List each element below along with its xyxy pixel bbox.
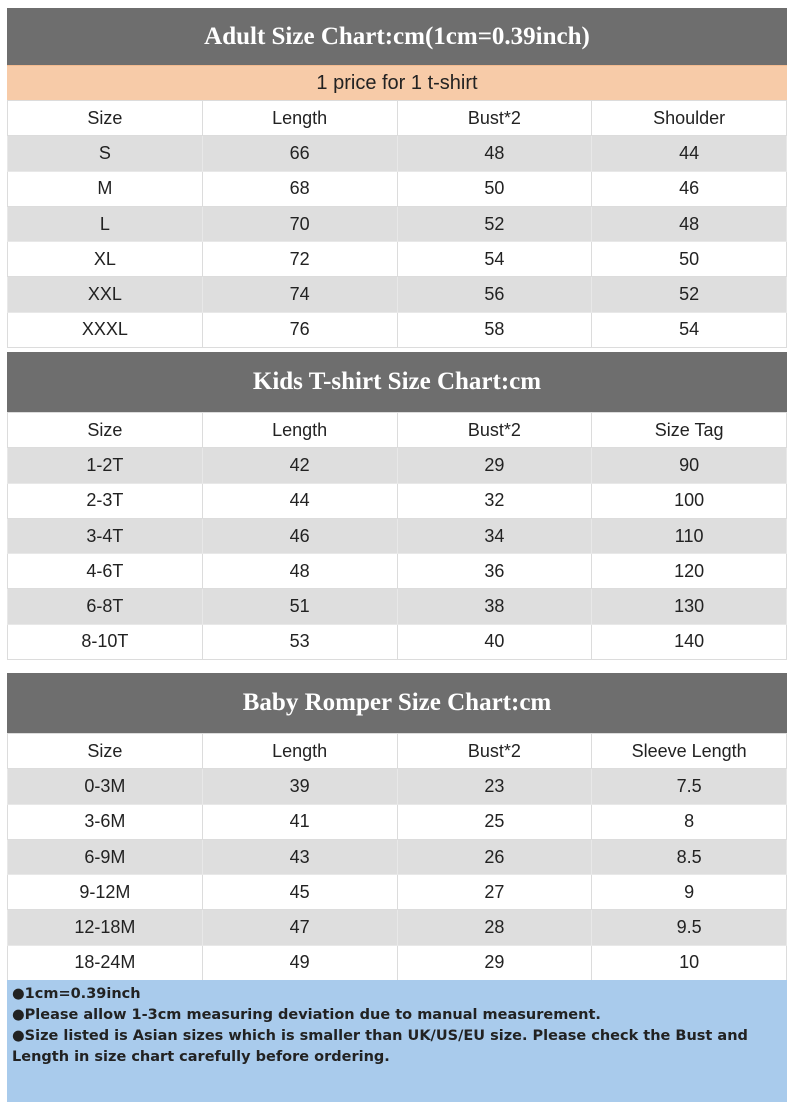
adult-size-table [7, 100, 787, 348]
column-header: Size [8, 734, 203, 769]
note-deviation: ●Please allow 1-3cm measuring deviation due to manual measurement. [12, 1007, 601, 1023]
measurement-cell: 10 [592, 945, 787, 980]
size-cell: M [8, 171, 203, 206]
table-header-row [8, 413, 787, 448]
measurement-cell: 42 [202, 448, 397, 483]
adult-size-chart [7, 8, 787, 348]
column-header: Length [202, 734, 397, 769]
table-row [8, 483, 787, 518]
baby-chart-title: Baby Romper Size Chart:cm [7, 673, 787, 733]
size-cell: XL [8, 242, 203, 277]
table-header-row [8, 734, 787, 769]
measurement-cell: 46 [592, 171, 787, 206]
measurement-cell: 26 [397, 839, 592, 874]
size-cell: XXL [8, 277, 203, 312]
column-header: Length [202, 413, 397, 448]
size-cell: 2-3T [8, 483, 203, 518]
measurement-cell: 32 [397, 483, 592, 518]
notes-panel [7, 980, 787, 1102]
size-cell: 4-6T [8, 554, 203, 589]
table-row [8, 136, 787, 171]
column-header: Bust*2 [397, 413, 592, 448]
measurement-cell: 68 [202, 171, 397, 206]
measurement-cell: 66 [202, 136, 397, 171]
measurement-cell: 140 [592, 624, 787, 659]
note-asian-sizes: ●Size listed is Asian sizes which is smaller than UK/US/EU size. Please check the Bust and Length in size chart carefully before ordering. [12, 1028, 748, 1065]
column-header: Bust*2 [397, 101, 592, 136]
measurement-cell: 49 [202, 945, 397, 980]
table-row [8, 242, 787, 277]
measurement-cell: 9.5 [592, 910, 787, 945]
column-header: Size [8, 413, 203, 448]
size-cell: S [8, 136, 203, 171]
measurement-cell: 100 [592, 483, 787, 518]
measurement-cell: 130 [592, 589, 787, 624]
table-row [8, 839, 787, 874]
size-cell: 6-8T [8, 589, 203, 624]
table-row [8, 875, 787, 910]
measurement-cell: 50 [592, 242, 787, 277]
measurement-cell: 44 [592, 136, 787, 171]
size-cell: 9-12M [8, 875, 203, 910]
measurement-cell: 52 [592, 277, 787, 312]
measurement-cell: 29 [397, 448, 592, 483]
column-header: Size Tag [592, 413, 787, 448]
table-row [8, 518, 787, 553]
price-note: 1 price for 1 t-shirt [7, 65, 787, 100]
measurement-cell: 48 [202, 554, 397, 589]
table-row [8, 171, 787, 206]
table-row [8, 804, 787, 839]
measurement-cell: 74 [202, 277, 397, 312]
measurement-cell: 40 [397, 624, 592, 659]
column-header: Shoulder [592, 101, 787, 136]
kids-size-chart [7, 352, 787, 660]
table-row [8, 769, 787, 804]
measurement-cell: 50 [397, 171, 592, 206]
measurement-cell: 39 [202, 769, 397, 804]
size-cell: 12-18M [8, 910, 203, 945]
measurement-cell: 51 [202, 589, 397, 624]
baby-size-table [7, 733, 787, 981]
measurement-cell: 52 [397, 206, 592, 241]
measurement-cell: 54 [397, 242, 592, 277]
size-cell: 3-4T [8, 518, 203, 553]
table-row [8, 448, 787, 483]
table-row [8, 554, 787, 589]
size-cell: XXXL [8, 312, 203, 347]
measurement-cell: 28 [397, 910, 592, 945]
measurement-cell: 72 [202, 242, 397, 277]
measurement-cell: 120 [592, 554, 787, 589]
measurement-cell: 38 [397, 589, 592, 624]
kids-size-table [7, 412, 787, 660]
column-header: Bust*2 [397, 734, 592, 769]
column-header: Length [202, 101, 397, 136]
measurement-cell: 27 [397, 875, 592, 910]
table-row [8, 910, 787, 945]
column-header: Sleeve Length [592, 734, 787, 769]
measurement-cell: 46 [202, 518, 397, 553]
table-row [8, 624, 787, 659]
table-row [8, 312, 787, 347]
measurement-cell: 48 [592, 206, 787, 241]
measurement-cell: 58 [397, 312, 592, 347]
size-cell: L [8, 206, 203, 241]
table-row [8, 206, 787, 241]
measurement-cell: 23 [397, 769, 592, 804]
table-header-row [8, 101, 787, 136]
measurement-cell: 41 [202, 804, 397, 839]
measurement-cell: 76 [202, 312, 397, 347]
measurement-cell: 9 [592, 875, 787, 910]
table-row [8, 945, 787, 980]
measurement-cell: 53 [202, 624, 397, 659]
measurement-cell: 70 [202, 206, 397, 241]
measurement-cell: 7.5 [592, 769, 787, 804]
table-row [8, 277, 787, 312]
measurement-cell: 90 [592, 448, 787, 483]
adult-chart-title: Adult Size Chart:cm(1cm=0.39inch) [7, 8, 787, 65]
measurement-cell: 34 [397, 518, 592, 553]
measurement-cell: 54 [592, 312, 787, 347]
measurement-cell: 36 [397, 554, 592, 589]
measurement-cell: 8.5 [592, 839, 787, 874]
measurement-cell: 56 [397, 277, 592, 312]
size-cell: 0-3M [8, 769, 203, 804]
measurement-cell: 48 [397, 136, 592, 171]
measurement-cell: 25 [397, 804, 592, 839]
kids-chart-title: Kids T-shirt Size Chart:cm [7, 352, 787, 412]
table-row [8, 589, 787, 624]
size-cell: 3-6M [8, 804, 203, 839]
size-cell: 1-2T [8, 448, 203, 483]
measurement-cell: 29 [397, 945, 592, 980]
baby-size-chart [7, 673, 787, 981]
note-conversion: ●1cm=0.39inch [12, 986, 141, 1002]
size-cell: 8-10T [8, 624, 203, 659]
measurement-cell: 45 [202, 875, 397, 910]
measurement-cell: 44 [202, 483, 397, 518]
measurement-cell: 43 [202, 839, 397, 874]
size-cell: 18-24M [8, 945, 203, 980]
measurement-cell: 110 [592, 518, 787, 553]
size-cell: 6-9M [8, 839, 203, 874]
measurement-cell: 47 [202, 910, 397, 945]
measurement-cell: 8 [592, 804, 787, 839]
column-header: Size [8, 101, 203, 136]
